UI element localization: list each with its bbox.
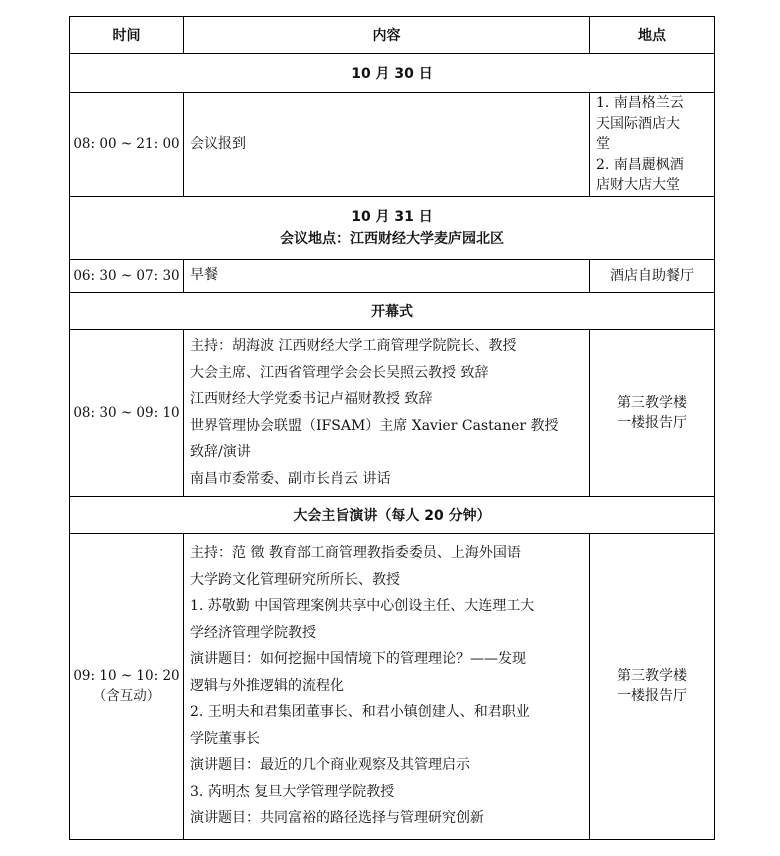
content-line: 2. 王明夫和君集团董事长、和君小镇创建人、和君职业 xyxy=(190,704,530,721)
content-cell xyxy=(184,533,590,839)
section-title: 大会主旨演讲（每人 20 分钟） xyxy=(70,496,715,533)
header-time: 时间 xyxy=(70,17,184,54)
date-venue-cell xyxy=(70,196,715,259)
content-cell: 会议报到 xyxy=(184,93,590,197)
table-row xyxy=(70,93,715,197)
content-line: 逻辑与外推逻辑的流程化 xyxy=(190,677,344,694)
content-line: 南昌市委常委、副市长肖云 讲话 xyxy=(190,470,391,487)
header-row xyxy=(70,17,715,54)
location-line: 2. 南昌麗枫酒 xyxy=(596,156,684,173)
time-line: 09: 10 ~ 10: 20 xyxy=(73,668,180,684)
content-line: 学院董事长 xyxy=(190,730,260,747)
content-line: 大学跨文化管理研究所所长、教授 xyxy=(190,571,400,588)
location-line: 一楼报告厅 xyxy=(617,414,687,431)
time-cell: 08: 00 ~ 21: 00 xyxy=(70,93,184,197)
date-row-oct31 xyxy=(70,196,715,259)
location-line: 第三教学楼 xyxy=(617,394,687,411)
content-line: 演讲题目：最近的几个商业观察及其管理启示 xyxy=(190,757,470,774)
table-row xyxy=(70,533,715,839)
date-row-oct30 xyxy=(70,54,715,93)
location-line: 1. 南昌格兰云 xyxy=(596,95,684,111)
location-cell xyxy=(590,329,715,496)
location-cell xyxy=(590,93,715,197)
time-cell: 06: 30 ~ 07: 30 xyxy=(70,259,184,292)
content-line: 世界管理协会联盟（IFSAM）主席 Xavier Castaner 教授 xyxy=(190,417,559,434)
location-cell xyxy=(590,533,715,839)
schedule-table xyxy=(69,16,715,840)
header-content: 内容 xyxy=(184,17,590,54)
content-line: 3. 芮明杰 复旦大学管理学院教授 xyxy=(190,783,395,800)
content-line: 主持：范 徵 教育部工商管理教指委委员、上海外国语 xyxy=(190,545,521,562)
content-line: 主持：胡海波 江西财经大学工商管理学院院长、教授 xyxy=(190,338,517,354)
content-line: 演讲题目：共同富裕的路径选择与管理研究创新 xyxy=(190,810,484,827)
content-line: 致辞/演讲 xyxy=(190,444,251,460)
table-row xyxy=(70,259,715,292)
location-cell: 酒店自助餐厅 xyxy=(590,259,715,292)
content-line: 江西财经大学党委书记卢福财教授 致辞 xyxy=(190,391,433,407)
location-line: 一楼报告厅 xyxy=(617,688,687,704)
date-oct31: 10 月 31 日 xyxy=(351,208,433,225)
location-line: 天国际酒店大 xyxy=(596,115,680,132)
content-cell: 早餐 xyxy=(184,259,590,292)
time-cell xyxy=(70,533,184,839)
content-line: 大会主席、江西省管理学会会长吴照云教授 致辞 xyxy=(190,364,489,381)
content-line: 学经济管理学院教授 xyxy=(190,624,316,641)
location-line: 店财大店大堂 xyxy=(596,177,680,193)
time-line: （含互动） xyxy=(92,688,161,704)
venue-text: 会议地点：江西财经大学麦庐园北区 xyxy=(280,230,504,247)
section-title: 开幕式 xyxy=(70,292,715,329)
date-oct30: 10 月 30 日 xyxy=(70,54,715,93)
location-line: 第三教学楼 xyxy=(617,668,687,684)
time-cell: 08: 30 ~ 09: 10 xyxy=(70,329,184,496)
table-row xyxy=(70,329,715,496)
content-cell xyxy=(184,329,590,496)
section-row-keynote xyxy=(70,496,715,533)
content-line: 1. 苏敬勤 中国管理案例共享中心创设主任、大连理工大 xyxy=(190,598,535,615)
section-row-opening xyxy=(70,292,715,329)
content-line: 演讲题目：如何挖掘中国情境下的管理理论？——发现 xyxy=(190,651,526,668)
location-line: 堂 xyxy=(596,136,610,152)
header-location: 地点 xyxy=(590,17,715,54)
